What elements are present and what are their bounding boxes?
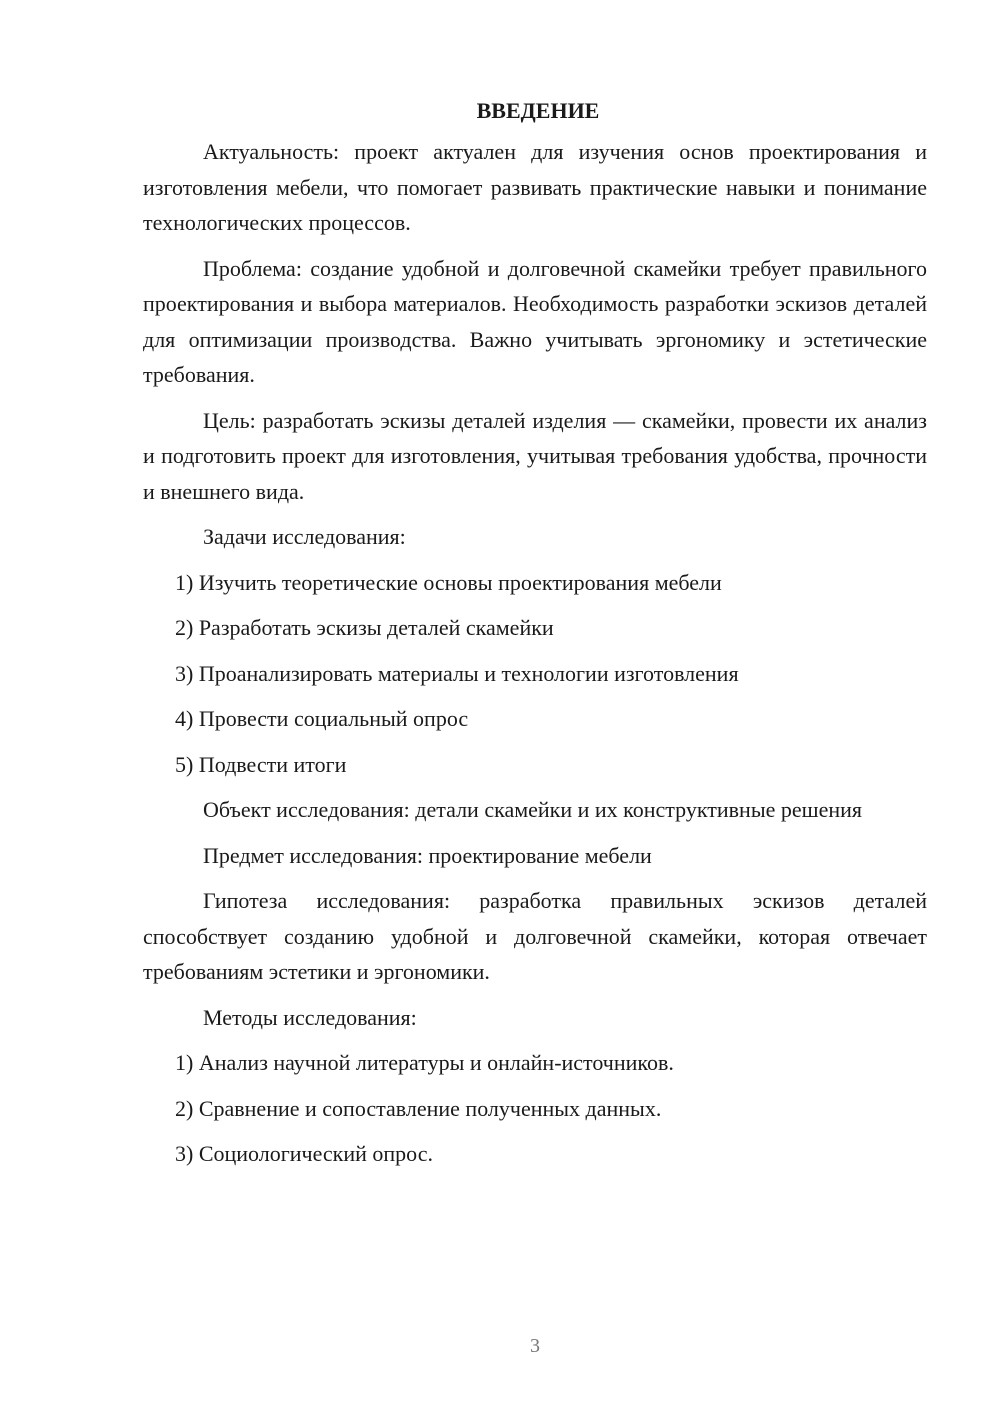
page-content bbox=[143, 96, 927, 1182]
list-item: 1) Изучить теоретические основы проектирования мебели bbox=[175, 569, 722, 595]
page-number: 3 bbox=[530, 1335, 540, 1357]
hypothesis-paragraph: Гипотеза исследования: разработка правильных эскизов деталей способствует созданию удобной и долговечной скамейки, которая отвечает требованиям эстетики и эргономики. bbox=[143, 888, 927, 984]
subject-paragraph: Предмет исследования: проектирование мебели bbox=[203, 842, 652, 868]
list-item: 3) Социологический опрос. bbox=[175, 1141, 433, 1166]
methods-heading: Методы исследования: bbox=[203, 1004, 417, 1030]
list-item: 3) Проанализировать материалы и технологии изготовления bbox=[175, 660, 739, 686]
list-item: 5) Подвести итоги bbox=[175, 751, 347, 777]
object-paragraph: Объект исследования: детали скамейки и их конструктивные решения bbox=[203, 797, 863, 822]
page-title: ВВЕДЕНИЕ bbox=[476, 98, 600, 123]
relevance-paragraph: Актуальность: проект актуален для изучения основ проектирования и изготовления мебели, что помогает развивать практические навыки и понимание технологических процессов. bbox=[143, 139, 927, 235]
methods-list bbox=[143, 1045, 927, 1172]
list-item: 2) Разработать эскизы деталей скамейки bbox=[175, 615, 554, 640]
list-item: 1) Анализ научной литературы и онлайн-источников. bbox=[175, 1050, 674, 1075]
goal-paragraph: Цель: разработать эскизы деталей изделия — скамейки, провести их анализ и подготовить проект для изготовления, учитывая требования удобства, прочности и внешнего вида. bbox=[143, 407, 927, 504]
list-item: 4) Провести социальный опрос bbox=[175, 706, 469, 731]
tasks-heading: Задачи исследования: bbox=[203, 524, 406, 549]
tasks-list bbox=[143, 565, 927, 783]
list-item: 2) Сравнение и сопоставление полученных данных. bbox=[175, 1095, 662, 1121]
problem-paragraph: Проблема: создание удобной и долговечной скамейки требует правильного проектирования и выбора материалов. Необходимость разработки эскизов деталей для оптимизации производства. Важно учитывать эргономику и эстетические требования. bbox=[143, 255, 927, 387]
